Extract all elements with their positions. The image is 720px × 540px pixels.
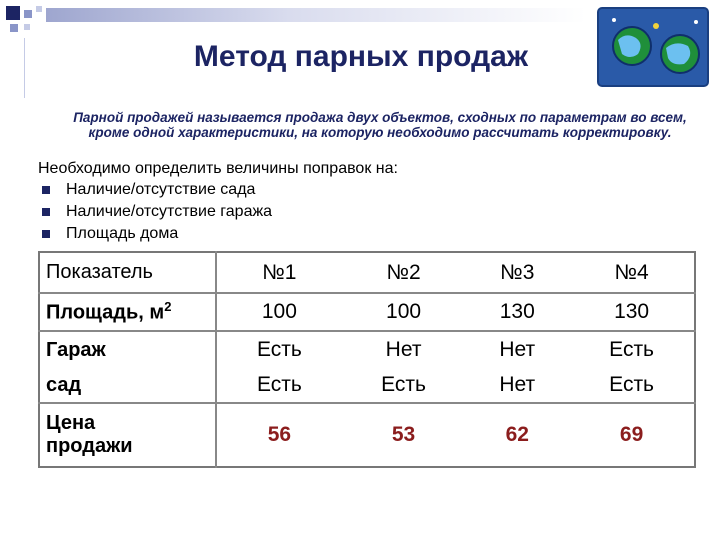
table-cell: Нет bbox=[385, 338, 422, 361]
table-cell: 130 bbox=[465, 293, 569, 331]
bullet-icon bbox=[42, 208, 50, 216]
globe-icon bbox=[596, 4, 712, 88]
row-label-area: Площадь, $м^2$ bbox=[39, 293, 216, 331]
definition-text: Парной продажей называется продажа двух объектов, сходных по параметрам во всем, кроме одной характеристики, на которую необходимо рассчитать корректировку. bbox=[73, 110, 687, 140]
table-cell: Есть bbox=[569, 368, 695, 403]
header-label: Показатель bbox=[39, 252, 216, 293]
table-cell: Есть bbox=[609, 338, 655, 361]
table-row-garage bbox=[39, 331, 695, 368]
intro-text: Необходимо определить величины поправок на: bbox=[38, 160, 398, 177]
bullet-icon bbox=[42, 230, 50, 238]
header-cell: №3 bbox=[465, 252, 569, 293]
row-label-garage: Гараж bbox=[39, 331, 216, 368]
row-label-garden: сад bbox=[39, 368, 216, 403]
bullet-icon bbox=[42, 186, 50, 194]
list-item: Площадь дома bbox=[38, 223, 272, 245]
decor-square bbox=[6, 6, 20, 20]
header-cell: №1 bbox=[216, 252, 342, 293]
table-cell: Есть bbox=[216, 368, 342, 403]
table-row-area bbox=[39, 293, 695, 331]
price-cell: 69 bbox=[619, 423, 644, 446]
header-cell: №2 bbox=[342, 252, 466, 293]
table-cell: Нет bbox=[465, 368, 569, 403]
table-cell: Есть bbox=[256, 338, 302, 361]
title-decor-bar bbox=[46, 8, 586, 22]
table-cell: Нет bbox=[499, 338, 536, 361]
table-cell: 100 bbox=[342, 293, 466, 331]
table-row-price bbox=[39, 403, 695, 467]
decor-line bbox=[24, 38, 25, 98]
table-cell: Есть bbox=[342, 368, 466, 403]
list-item: Наличие/отсутствие гаража bbox=[38, 201, 272, 223]
decor-square bbox=[36, 6, 42, 12]
header-cell: №4 bbox=[569, 252, 695, 293]
decor-square bbox=[10, 24, 18, 32]
table-cell: 100 bbox=[216, 293, 342, 331]
table-header-row bbox=[39, 252, 695, 293]
table-cell: 130 bbox=[569, 293, 695, 331]
bullet-list bbox=[38, 179, 272, 245]
decor-square bbox=[24, 10, 32, 18]
page-title: Метод парных продаж bbox=[193, 40, 529, 73]
row-label-price: Цена продажи bbox=[39, 403, 216, 467]
table-row-garden bbox=[39, 368, 695, 403]
price-cell: 62 bbox=[505, 423, 529, 446]
list-item: Наличие/отсутствие сада bbox=[38, 179, 272, 201]
price-cell: 56 bbox=[267, 423, 292, 446]
sales-table bbox=[38, 251, 696, 468]
price-cell: 53 bbox=[391, 423, 416, 446]
decor-square bbox=[24, 24, 30, 30]
